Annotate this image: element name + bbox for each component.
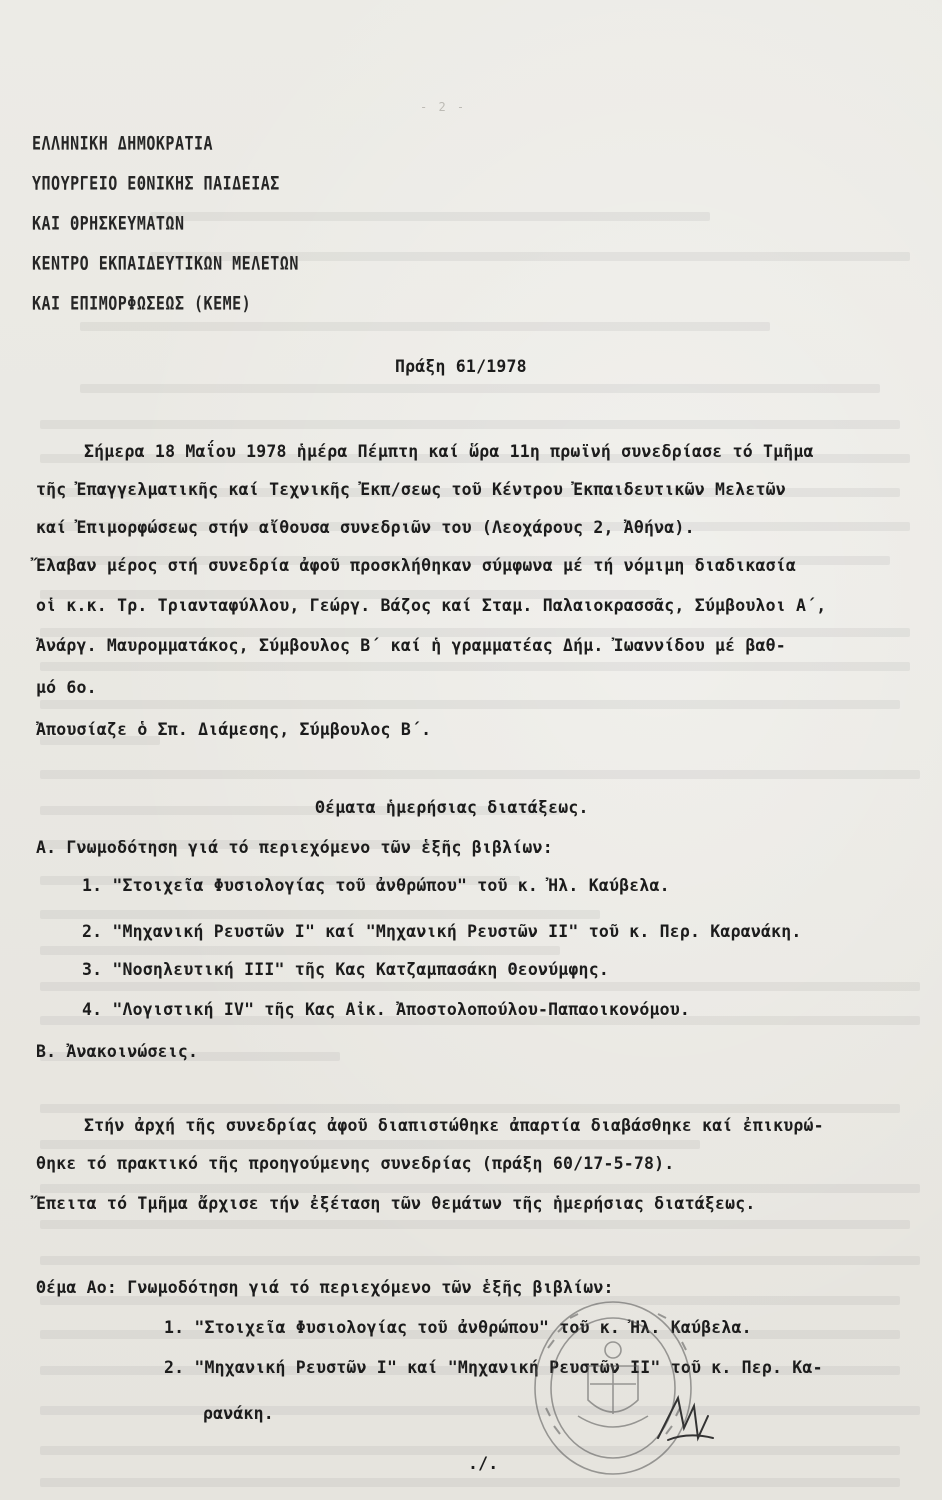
letterhead-line: ΕΛΛΗΝΙΚΗ ΔΗΜΟΚΡΑΤΙΑ	[32, 132, 214, 155]
text-line: τῆς Ἐπαγγελματικῆς καί Τεχνικῆς Ἐκπ/σεως τοῦ Κέντρου Ἐκπαιδευτικῶν Μελετῶν	[36, 480, 786, 499]
continuation-mark: ./.	[468, 1454, 499, 1473]
letterhead-line: ΚΕΝΤΡΟ ΕΚΠΑΙΔΕΥΤΙΚΩΝ ΜΕΛΕΤΩΝ	[32, 252, 299, 275]
text-line: Ἀνάργ. Μαυρομματάκος, Σύμβουλος Β΄ καί ἡ γραμματέας Δήμ. Ἰωαννίδου μέ βαθ-	[36, 636, 786, 655]
agenda-book: 1. "Στοιχεῖα Φυσιολογίας τοῦ ἀνθρώπου" τοῦ κ. Ἠλ. Καύβελα.	[82, 876, 670, 895]
seal-emblem	[535, 1302, 691, 1474]
letterhead-line: ΚΑΙ ΕΠΙΜΟΡΦΩΣΕΩΣ (ΚΕΜΕ)	[32, 292, 252, 315]
text-line: Στήν ἀρχή τῆς συνεδρίας ἀφοῦ διαπιστώθηκε ἀπαρτία διαβάσθηκε καί ἐπικυρώ-	[84, 1116, 824, 1135]
letterhead-line: ΥΠΟΥΡΓΕΙΟ ΕΘΝΙΚΗΣ ΠΑΙΔΕΙΑΣ	[32, 172, 280, 195]
letterhead-line: ΚΑΙ ΘΡΗΣΚΕΥΜΑΤΩΝ	[32, 212, 185, 235]
agenda-book: 4. "Λογιστική ΙV" τῆς Κας Αἰκ. Ἀποστολοπούλου-Παπαοικονόμου.	[82, 1000, 691, 1019]
topic-a-item: ρανάκη.	[203, 1404, 274, 1423]
agenda-item-a: Α. Γνωμοδότηση γιά τό περιεχόμενο τῶν ἑξῆς βιβλίων:	[36, 838, 553, 857]
page-number: - 2 -	[420, 100, 467, 114]
text-line: θηκε τό πρακτικό τῆς προηγούμενης συνεδρίας (πράξη 60/17-5-78).	[36, 1154, 675, 1173]
topic-a-item: 1. "Στοιχεῖα Φυσιολογίας τοῦ ἀνθρώπου" τοῦ κ. Ἠλ. Καύβελα.	[164, 1318, 752, 1337]
act-title: Πράξη 61/1978	[395, 357, 527, 376]
text-line: Ἔλαβαν μέρος στή συνεδρία ἀφοῦ προσκλήθηκαν σύμφωνα μέ τή νόμιμη διαδικασία	[36, 556, 797, 575]
official-seal-stamp	[508, 1288, 748, 1478]
text-line: καί Ἐπιμορφώσεως στήν αἴθουσα συνεδριῶν του (Λεοχάρους 2, Ἀθήνα).	[36, 518, 695, 537]
text-line: μό 6ο.	[36, 678, 97, 697]
text-line: Ἔπειτα τό Τμῆμα ἄρχισε τήν ἐξέταση τῶν θεμάτων τῆς ἡμερήσιας διατάξεως.	[36, 1194, 756, 1213]
agenda-book: 2. "Μηχανική Ρευστῶν Ι" καί "Μηχανική Ρευστῶν ΙΙ" τοῦ κ. Περ. Καρανάκη.	[82, 922, 802, 941]
topic-a-heading: Θέμα Αο: Γνωμοδότηση γιά τό περιεχόμενο τῶν ἑξῆς βιβλίων:	[36, 1278, 614, 1297]
agenda-heading: Θέματα ἡμερήσιας διατάξεως.	[315, 798, 589, 817]
text-line: Ἀπουσίαζε ὁ Σπ. Διάμεσης, Σύμβουλος Β΄.	[36, 720, 432, 739]
topic-a-item: 2. "Μηχανική Ρευστῶν Ι" καί "Μηχανική Ρευστῶν ΙΙ" τοῦ κ. Περ. Κα-	[164, 1358, 823, 1377]
agenda-item-b: Β. Ἀνακοινώσεις.	[36, 1042, 199, 1061]
agenda-book: 3. "Νοσηλευτική ΙΙΙ" τῆς Κας Κατζαμπασάκη Θεονύμφης.	[82, 960, 609, 979]
text-line: οἱ κ.κ. Τρ. Τριανταφύλλου, Γεώργ. Βάζος καί Σταμ. Παλαιοκρασσᾶς, Σύμβουλοι Α΄,	[36, 596, 827, 615]
text-line: Σήμερα 18 Μαΐου 1978 ἡμέρα Πέμπτη καί ὥρα 11η πρωϊνή συνεδρίασε τό Τμῆμα	[84, 442, 814, 461]
